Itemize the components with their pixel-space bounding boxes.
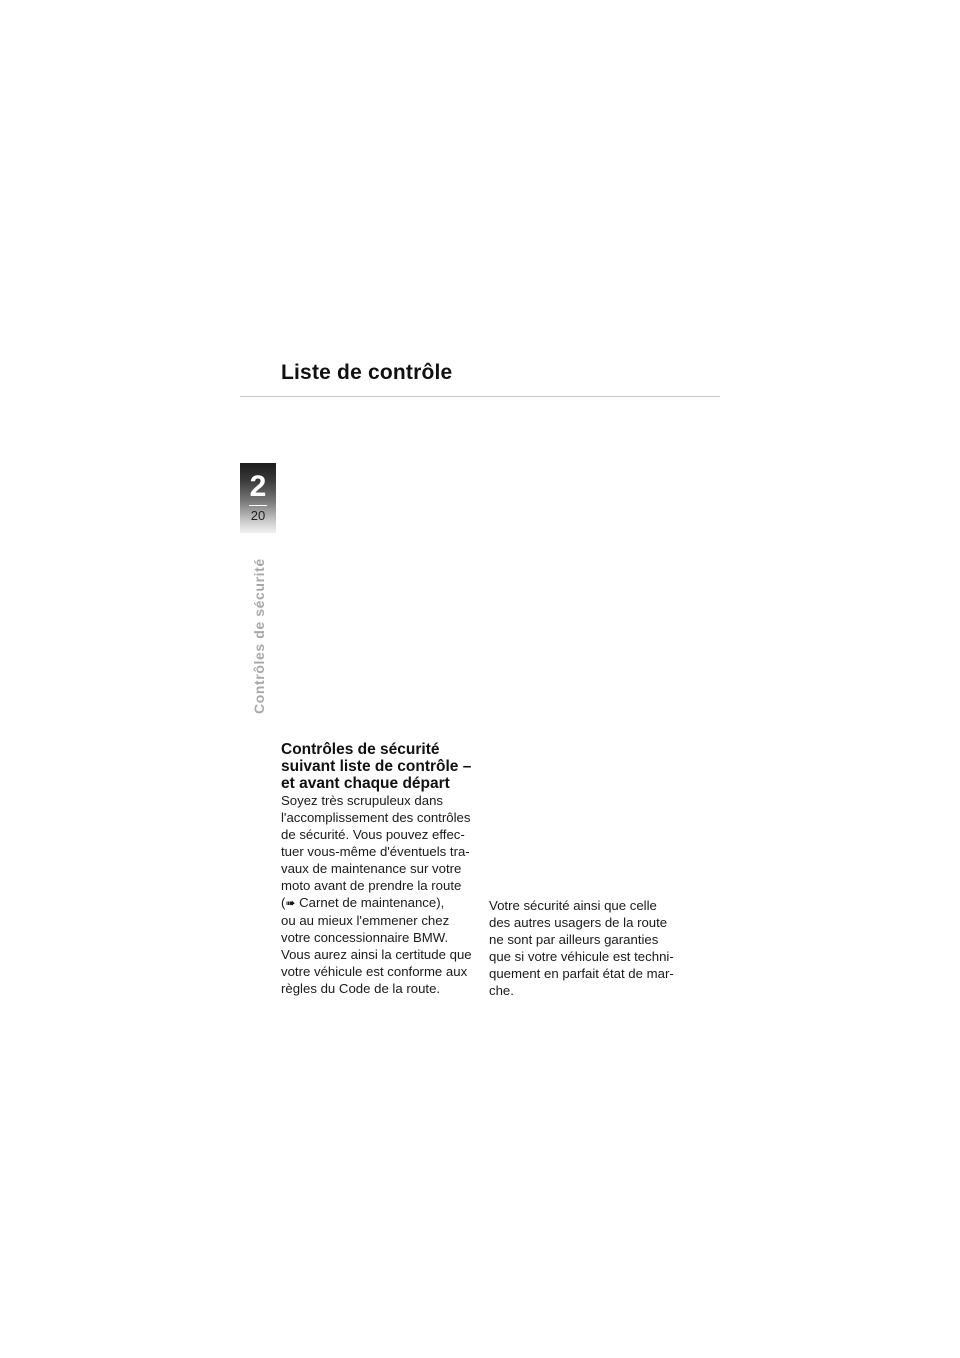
- reference-arrow-icon: ➠: [285, 896, 296, 910]
- paragraph-text-a: Soyez très scrupuleux dans l'accomplissement des contrôles de sécurité. Vous pouvez effec- tuer vous-même d'éventuels tra- vaux de maintenance sur votre moto avant de prendre la route (: [281, 793, 471, 910]
- page-title: Liste de contrôle: [281, 361, 453, 384]
- body-paragraph-right: Votre sécurité ainsi que celle des autres usagers de la route ne sont par ailleurs garanties que si votre véhicule est techni- quement en parfait état de mar- che.: [489, 898, 674, 998]
- chapter-number: 2: [249, 470, 267, 503]
- chapter-side-label: Contrôles de sécurité: [251, 558, 267, 714]
- chapter-divider: [249, 505, 267, 506]
- chapter-tab: [240, 463, 276, 533]
- right-column: [489, 897, 699, 999]
- page-number: 20: [250, 508, 266, 523]
- left-column: [281, 741, 481, 997]
- title-divider: [240, 396, 720, 397]
- body-paragraph-left: [281, 792, 481, 997]
- paragraph-text-b: Carnet de maintenance), ou au mieux l'emmener chez votre concessionnaire BMW. Vous aurez ainsi la certitude que votre véhicule est conforme aux règles du Code de la route.: [281, 895, 472, 996]
- section-heading: Contrôles de sécurité suivant liste de contrôle – et avant chaque départ: [281, 741, 472, 792]
